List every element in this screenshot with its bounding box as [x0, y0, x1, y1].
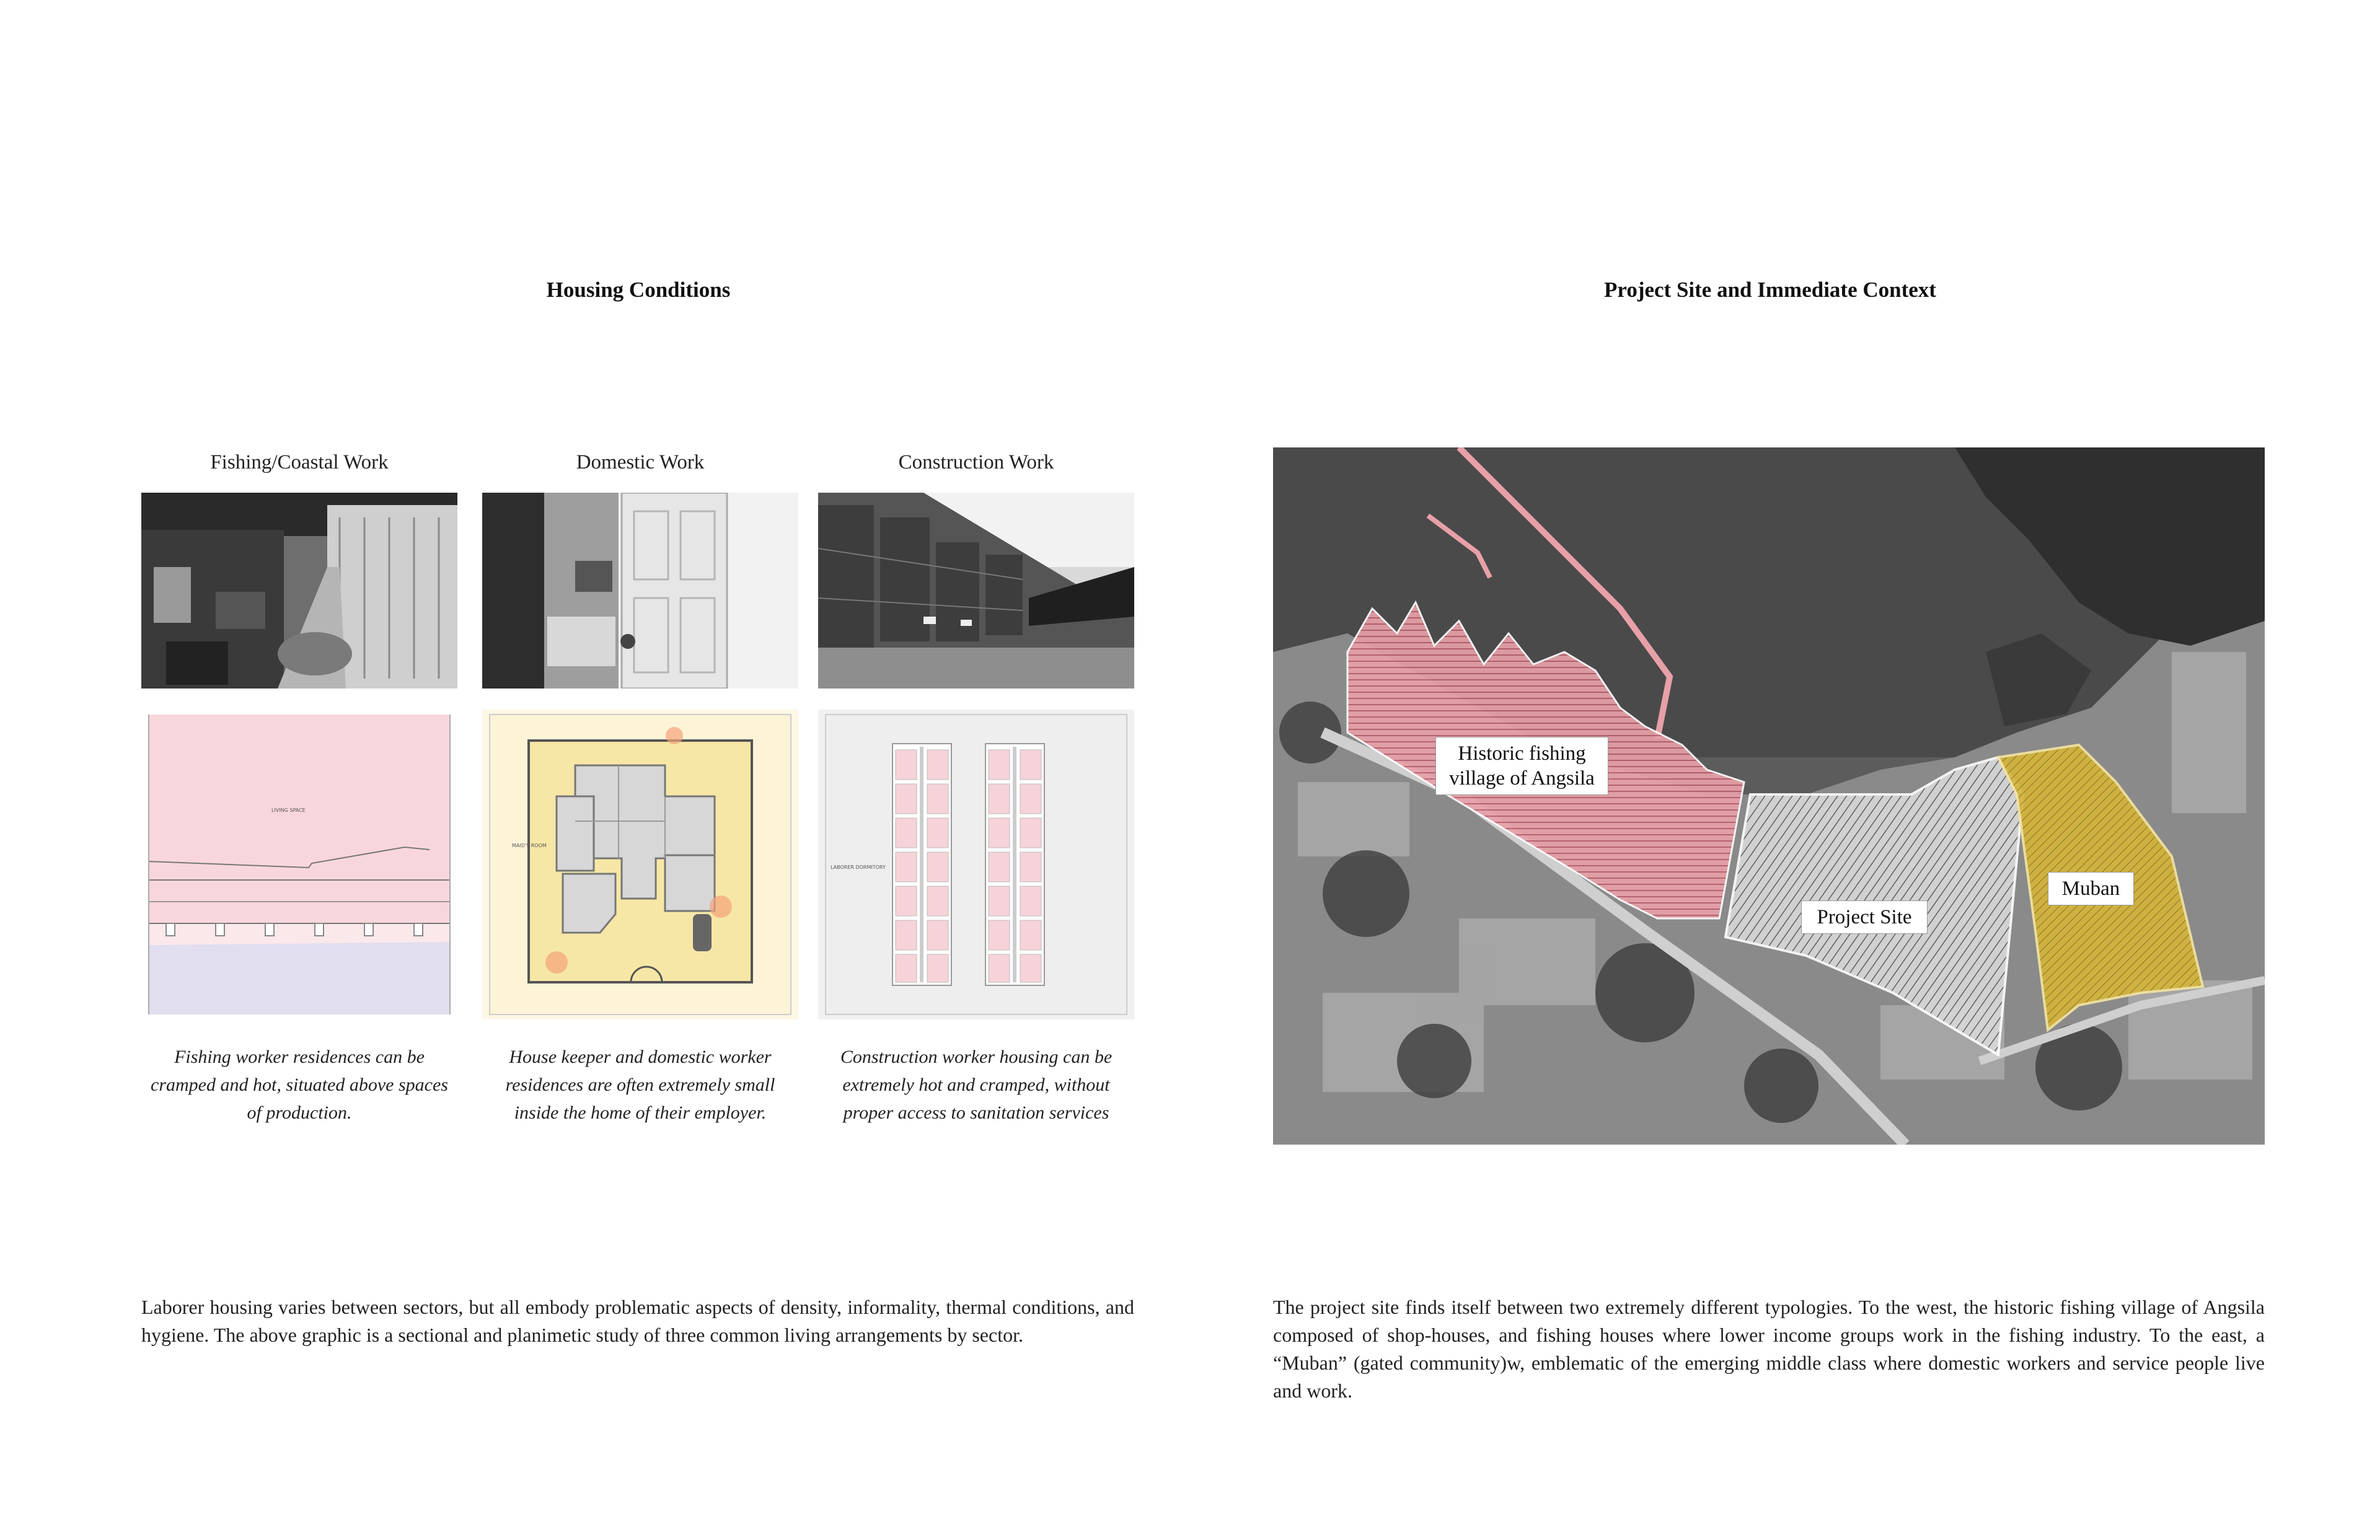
construction-caption: [809, 1043, 1144, 1127]
column-title-domestic: Domestic Work: [576, 451, 705, 473]
fishing-caption-line-1: Fishing worker residences can be: [174, 1047, 425, 1067]
fishing-housing-photo: [141, 493, 457, 689]
domestic-floor-plan: [482, 710, 798, 1019]
village-map-label: [1435, 737, 1608, 795]
domestic-housing-photo: [482, 493, 798, 689]
village-label-line-2: village of Angsila: [1449, 767, 1595, 790]
construction-caption-line-3: proper access to sanitation services: [843, 1102, 1109, 1123]
domestic-plan-label: MAID'S ROOM: [512, 843, 547, 848]
village-label-line-1: Historic fishing: [1458, 742, 1586, 765]
fishing-caption: [132, 1043, 467, 1127]
domestic-caption-line-3: inside the home of their employer.: [514, 1102, 767, 1123]
muban-map-label: Muban: [2048, 872, 2134, 905]
fishing-caption-line-2: cramped and hot, situated above spaces: [151, 1075, 448, 1095]
site-aerial-map: [1273, 447, 2265, 1145]
domestic-caption: [473, 1043, 808, 1127]
project-site-body-paragraph: The project site finds itself between two extremely different typologies. To the west, the historic fishing village of Angsila composed of shop-houses, and fishing houses where lower income groups work in the fishing industry. To the east, a “Muban” (gated community)w, emblematic of the emerging middle class where domestic workers and service people live and work.: [1273, 1296, 2265, 1402]
domestic-caption-line-2: residences are often extremely small: [505, 1075, 775, 1095]
fishing-plan-label: LIVING SPACE: [271, 807, 306, 813]
construction-caption-line-1: Construction worker housing can be: [840, 1047, 1113, 1067]
domestic-caption-line-1: House keeper and domestic worker: [509, 1047, 772, 1067]
housing-body-paragraph: Laborer housing varies between sectors, but all embody problematic aspects of density, informality, thermal conditions, and hygiene. The above graphic is a sectional and planimetic study of three common living arrangements by sector.: [141, 1296, 1134, 1346]
housing-conditions-heading: Housing Conditions: [546, 278, 731, 302]
construction-dormitory-plan: [818, 710, 1134, 1019]
fishing-caption-line-3: of production.: [247, 1102, 352, 1123]
column-title-fishing: Fishing/Coastal Work: [210, 451, 389, 473]
project-site-map-label: Project Site: [1801, 900, 1928, 934]
column-title-construction: Construction Work: [898, 451, 1054, 473]
construction-plan-label: LABORER DORMITORY: [831, 865, 886, 870]
project-site-heading: Project Site and Immediate Context: [1604, 278, 1936, 302]
construction-caption-line-2: extremely hot and cramped, without: [842, 1075, 1110, 1095]
fishing-section-drawing: [141, 710, 457, 1019]
construction-housing-photo: [818, 493, 1134, 689]
